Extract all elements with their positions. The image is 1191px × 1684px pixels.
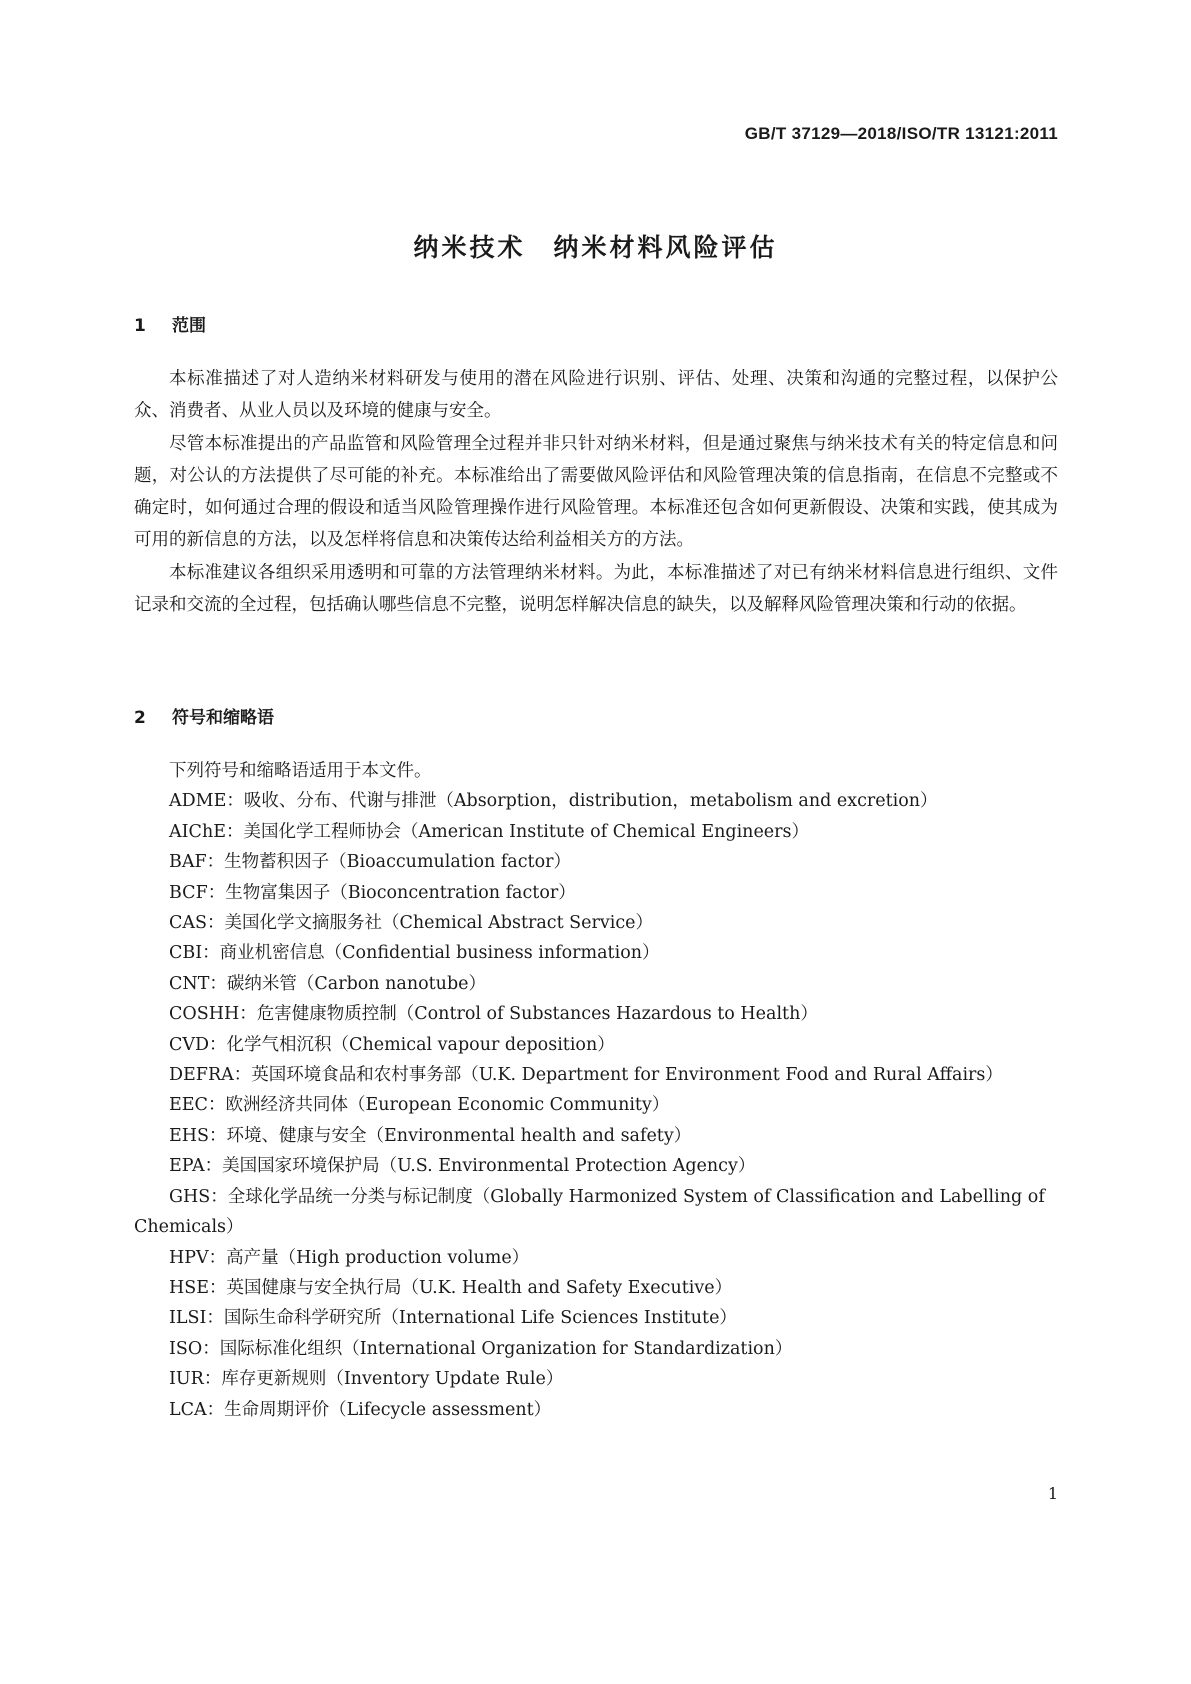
list-item: AIChE：美国化学工程师协会（American Institute of Chemical Engineers） — [169, 821, 810, 842]
list-item: CAS：美国化学文摘服务社（Chemical Abstract Service） — [169, 913, 654, 934]
list-item: CVD：化学气相沉积（Chemical vapour deposition） — [169, 1034, 615, 1055]
section-2-title: 符号和缩略语 — [172, 708, 274, 728]
list-item: ADME：吸收、分布、代谢与排泄（Absorption，distribution，metabolism and excretion） — [169, 791, 938, 812]
document-title: 纳米技术 纳米材料风险评估 — [413, 233, 778, 262]
page-number: 1 — [1047, 1484, 1058, 1503]
list-item: HPV：高产量（High production volume） — [169, 1247, 530, 1268]
paragraph: 尽管本标准提出的产品监管和风险管理全过程并非只针对纳米材料，但是通过聚焦与纳米技术有关的特定信息和问题，对公认的方法提供了尽可能的补充。本标准给出了需要做风险评估和风险管理决策的信息指南，在信息不完整或不确定时，如何通过合理的假设和适当风险管理操作进行风险管理。本标准还包含如何更新假设、决策和实践，使其成为可用的新信息的方法，以及怎样将信息和决策传达给利益相关方的方法。 — [134, 433, 1058, 551]
list-item: LCA：生命周期评价（Lifecycle assessment） — [169, 1399, 552, 1420]
section-1-heading — [134, 311, 206, 336]
list-item: COSHH：危害健康物质控制（Control of Substances Hazardous to Health） — [169, 1004, 818, 1025]
paragraph: 本标准描述了对人造纳米材料研发与使用的潜在风险进行识别、评估、处理、决策和沟通的完整过程，以保护公众、消费者、从业人员以及环境的健康与安全。 — [134, 369, 1058, 422]
list-item: HSE：英国健康与安全执行局（U.K. Health and Safety Executive） — [169, 1277, 733, 1298]
list-item: CNT：碳纳米管（Carbon nanotube） — [169, 973, 487, 994]
list-item: ILSI：国际生命科学研究所（International Life Sciences Institute） — [169, 1308, 737, 1329]
section-1-title: 范围 — [172, 316, 206, 336]
section-1-number: 1 — [134, 316, 146, 336]
abbreviation-list — [134, 756, 1058, 1425]
list-item: IUR：库存更新规则（Inventory Update Rule） — [169, 1369, 564, 1390]
section-2-heading — [134, 703, 274, 728]
section-1-body — [134, 363, 1058, 621]
list-item: BCF：生物富集因子（Bioconcentration factor） — [169, 882, 576, 903]
list-intro: 下列符号和缩略语适用于本文件。 — [169, 761, 432, 781]
section-2-number: 2 — [134, 708, 146, 728]
list-item: EHS：环境、健康与安全（Environmental health and safety） — [169, 1125, 692, 1146]
list-item: CBI：商业机密信息（Confidential business information） — [169, 943, 660, 964]
list-item: GHS：全球化学品统一分类与标记制度（Globally Harmonized System of Classification and Labelling of Chemicals） — [134, 1186, 1045, 1238]
standard-number: GB/T 37129—2018/ISO/TR 13121:2011 — [744, 124, 1058, 143]
paragraph: 本标准建议各组织采用透明和可靠的方法管理纳米材料。为此，本标准描述了对已有纳米材料信息进行组织、文件记录和交流的全过程，包括确认哪些信息不完整，说明怎样解决信息的缺失，以及解释风险管理决策和行动的依据。 — [134, 562, 1058, 616]
list-item: BAF：生物蓄积因子（Bioaccumulation factor） — [169, 852, 571, 873]
list-item: EPA：美国国家环境保护局（U.S. Environmental Protection Agency） — [169, 1156, 756, 1177]
list-item: EEC：欧洲经济共同体（European Economic Community） — [169, 1095, 670, 1116]
list-item: ISO：国际标准化组织（International Organization for Standardization） — [169, 1338, 793, 1359]
list-item: DEFRA：英国环境食品和农村事务部（U.K. Department for Environment Food and Rural Affairs） — [169, 1065, 1003, 1086]
